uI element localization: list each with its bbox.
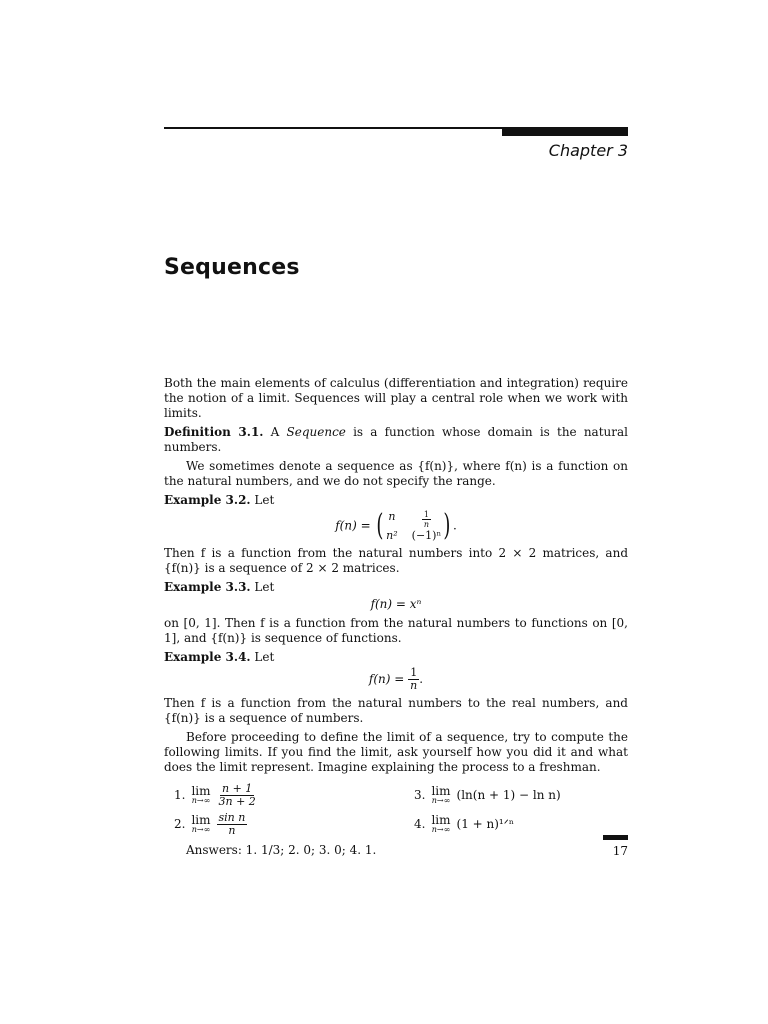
matrix-cell-11: n (388, 510, 396, 523)
exercise-number: 4. (414, 817, 426, 831)
example-3-2-after: Then f is a function from the natural numbers into 2 × 2 matrices, and {f(n)} is a sequence of 2 × 2 matrices. (164, 546, 628, 575)
limit-operator (431, 786, 450, 805)
exercise-item (404, 812, 628, 837)
answers: Answers: 1. 1/3; 2. 0; 3. 0; 4. 1. (186, 843, 377, 857)
example-3-3-let: Let (254, 580, 275, 594)
exercise-den: n (228, 824, 236, 837)
fraction (408, 667, 419, 692)
exercise-number: 2. (174, 817, 186, 831)
right-paren: ) (443, 508, 451, 543)
example-3-4-let: Let (254, 650, 275, 664)
example-3-4-after: Then f is a function from the natural numbers to the real numbers, and {f(n)} is a sequence of numbers. (164, 696, 628, 725)
fraction-lhs: f(n) = (368, 672, 405, 686)
chapter-label: Chapter 3 (548, 141, 628, 160)
lim-subscript: n→∞ (191, 825, 211, 834)
example-3-2-let: Let (254, 493, 275, 507)
matrix-lhs: f(n) = (335, 518, 371, 533)
example-3-2-formula (164, 510, 628, 542)
matrix (374, 510, 453, 542)
limit-operator (191, 815, 210, 834)
exercise-item (164, 812, 404, 837)
page-body (164, 376, 628, 862)
exercise-item (404, 783, 628, 808)
page-number: 17 (612, 844, 628, 858)
example-3-4-formula (164, 667, 628, 692)
fraction-end: . (419, 672, 424, 686)
exercise-number: 1. (174, 788, 186, 802)
exercise-list (164, 783, 628, 837)
matrix-grid (386, 510, 441, 542)
matrix-cell-12-den: n (423, 520, 430, 529)
example-3-4-heading (164, 650, 628, 665)
lim-subscript: n→∞ (431, 796, 451, 805)
lim-text: lim (191, 784, 211, 798)
exercise-number: 3. (414, 788, 426, 802)
chapter-title: Sequences (164, 255, 300, 280)
example-3-3-label: Example 3.3. (164, 580, 251, 594)
exercise-num: n + 1 (222, 782, 253, 795)
left-paren: ( (376, 508, 384, 543)
example-3-3-formula: f(n) = xⁿ (370, 597, 422, 611)
lim-text: lim (431, 784, 451, 798)
proceed-paragraph: Before proceeding to define the limit of a sequence, try to compute the following limits. If you find the limit, ask yourself how you did it and what does the limit represent. Imagine explaining the process to a freshman. (164, 730, 628, 774)
example-3-2-label: Example 3.2. (164, 493, 251, 507)
exercise-expression: (1 + n)¹ᐟⁿ (456, 817, 515, 831)
matrix-cell-22: (−1)ⁿ (411, 529, 442, 542)
limit-operator (191, 786, 210, 805)
page-number-rule (603, 835, 628, 840)
lim-subscript: n→∞ (191, 796, 211, 805)
header-rule-accent (502, 127, 628, 136)
exercise-fraction (217, 812, 248, 837)
exercise-expression: (ln(n + 1) − ln n) (456, 788, 561, 802)
limit-operator (431, 815, 450, 834)
definition-term: Sequence (286, 425, 346, 439)
exercise-den: 3n + 2 (218, 795, 256, 808)
definition-label: Definition 3.1. (164, 425, 264, 439)
denote-paragraph: We sometimes denote a sequence as {f(n)}, where f(n) is a function on the natural numbers, and we do not specify the range. (164, 459, 628, 488)
intro-paragraph: Both the main elements of calculus (differentiation and integration) require the notion of a limit. Sequences will play a central role when we work with limits. (164, 376, 628, 420)
lim-text: lim (431, 813, 451, 827)
definition-3-1 (164, 425, 628, 455)
example-3-2-heading (164, 493, 628, 508)
exercise-fraction (217, 783, 258, 808)
matrix-cell-12-num: 1 (423, 510, 429, 519)
exercise-item (164, 783, 404, 808)
definition-pre: A (270, 425, 287, 439)
matrix-cell-12 (412, 510, 442, 529)
example-3-3-after: on [0, 1]. Then f is a function from the natural numbers to functions on [0, 1], and {f(n)} is sequence of functions. (164, 616, 628, 645)
fraction-den: n (410, 679, 418, 692)
lim-text: lim (191, 813, 211, 827)
fraction-num: 1 (410, 666, 418, 679)
matrix-end: . (452, 518, 457, 533)
lim-subscript: n→∞ (431, 825, 451, 834)
example-3-3-heading (164, 580, 628, 595)
example-3-4-label: Example 3.4. (164, 650, 251, 664)
matrix-cell-21: n² (386, 529, 398, 542)
exercise-num: sin n (218, 811, 246, 824)
definition-post: is a function whose domain is the natural numbers. (164, 425, 628, 454)
